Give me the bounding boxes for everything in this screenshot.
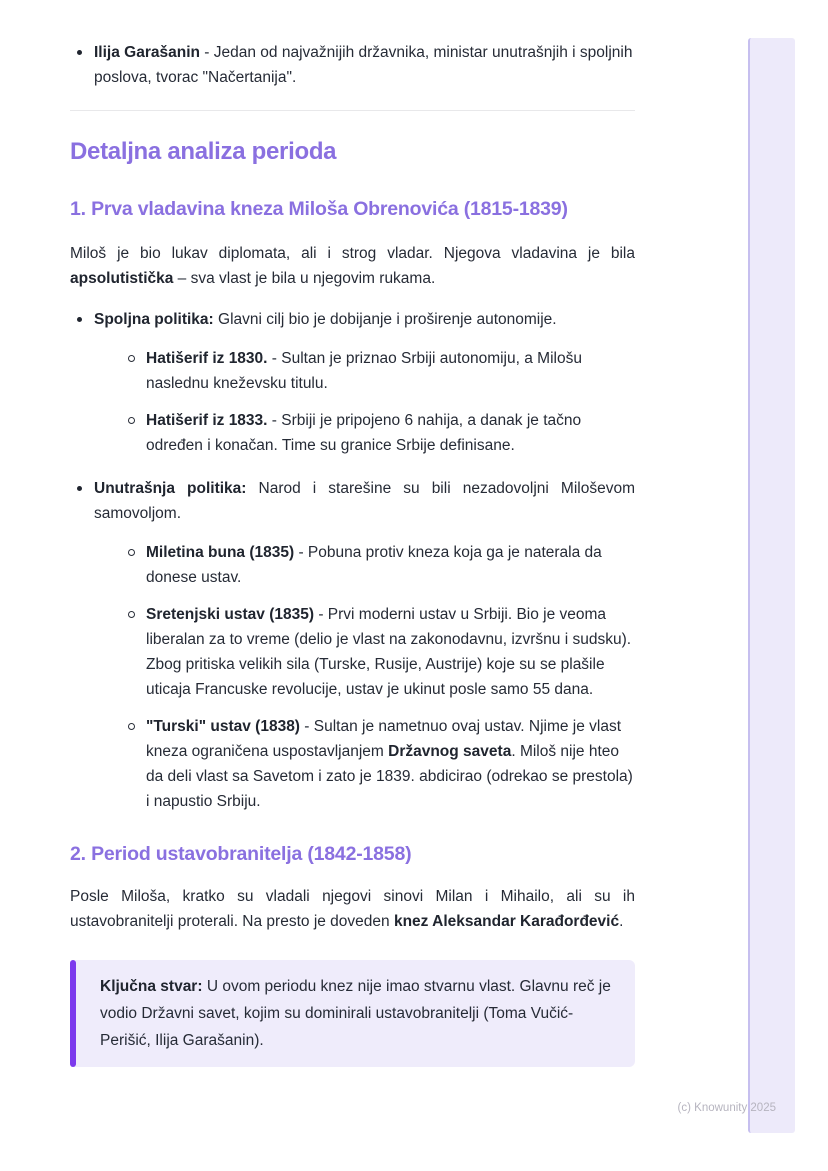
domestic-policy-sublist	[94, 540, 635, 814]
page-title: Detaljna analiza perioda	[70, 138, 337, 165]
foreign-policy-sublist	[94, 346, 635, 458]
section-title-2: 2. Period ustavobranitelja (1842-1858)	[70, 843, 412, 865]
list-item-hatiserif-1833	[122, 408, 635, 458]
list-item-lead: Hatišerif iz 1830.	[146, 350, 268, 367]
list-item-bold: Državnog saveta	[388, 743, 512, 760]
bullet-icon	[77, 317, 82, 322]
paragraph-bold: apsolutistička	[70, 270, 174, 287]
bullet-icon	[77, 50, 82, 55]
circle-bullet-icon	[128, 417, 135, 424]
policy-list	[70, 307, 635, 814]
circle-bullet-icon	[128, 549, 135, 556]
callout-accent-bar	[70, 960, 76, 1067]
list-item-lead: "Turski" ustav (1838)	[146, 718, 300, 735]
list-item-text: Narod i starešine su bili nezadovoljni Miloševom samovoljom.	[94, 480, 636, 522]
paragraph-bold: knez Aleksandar Karađorđević	[393, 913, 620, 930]
paragraph-text: Posle Miloša, kratko su vladali njegovi sinovi Milan i Mihailo, ali su ih ustavobranitelji proterali. Na presto je doveden	[70, 888, 635, 930]
intro-list	[70, 0, 635, 90]
list-item-text: Glavni cilj bio je dobijanje i proširenje autonomije.	[213, 311, 557, 328]
list-item-text: - Srbiji je pripojeno 6 nahija, a danak je tačno određen i konačan. Time su granice Srbije definisane.	[146, 412, 582, 454]
paragraph-section2-intro	[70, 884, 635, 934]
list-item-hatiserif-1830	[122, 346, 635, 396]
page-edge-strip	[748, 38, 795, 1133]
paragraph-text: Miloš je bio lukav diplomata, ali i strog vladar. Njegova vladavina je bila	[70, 245, 635, 262]
list-item-lead: Sretenjski ustav (1835)	[146, 606, 315, 623]
callout-lead: Ključna stvar:	[100, 978, 203, 995]
content-area	[70, 0, 635, 1067]
key-fact-callout	[70, 960, 635, 1067]
list-item-foreign-policy	[70, 307, 635, 458]
paragraph-section1-intro	[70, 241, 635, 291]
list-item-lead: Spoljna politika:	[94, 311, 214, 328]
list-item-text: . Miloš nije hteo da deli vlast sa Savetom i zato je 1839. abdicirao (odrekao se prestola) i napustio Srbiju.	[146, 743, 633, 810]
list-item-text: - Jedan od najvažnijih državnika, ministar unutrašnjih i spoljnih poslova, tvorac "Načertanija".	[94, 44, 633, 86]
copyright-text: (c) Knowunity 2025	[677, 1102, 776, 1114]
callout-text: U ovom periodu knez nije imao stvarnu vlast. Glavnu reč je vodio Državni savet, kojim su dominirali ustavobranitelji (Toma Vučić-Perišić, Ilija Garašanin).	[100, 978, 611, 1049]
list-item-lead: Hatišerif iz 1833.	[146, 412, 268, 429]
list-item-text: - Sultan je nametnuo ovaj ustav. Njime je vlast kneza ograničena uspostavljanjem	[146, 718, 622, 760]
list-item-turski-ustav	[122, 714, 635, 814]
list-item-lead: Unutrašnja politika:	[94, 480, 247, 497]
list-item-lead: Miletina buna (1835)	[146, 544, 295, 561]
section-divider	[70, 110, 635, 111]
section-title-1: 1. Prva vladavina kneza Miloša Obrenovića (1815-1839)	[70, 198, 568, 220]
circle-bullet-icon	[128, 355, 135, 362]
list-item-sretenjski-ustav	[122, 602, 635, 702]
list-item-text: - Pobuna protiv kneza koja ga je naterala da donese ustav.	[146, 544, 602, 586]
circle-bullet-icon	[128, 723, 135, 730]
list-item	[70, 40, 635, 90]
list-item-text: - Sultan je priznao Srbiji autonomiju, a Milošu naslednu kneževsku titulu.	[146, 350, 582, 392]
list-item-lead: Ilija Garašanin	[94, 44, 200, 61]
bullet-icon	[77, 486, 82, 491]
list-item-domestic-policy	[70, 476, 635, 814]
circle-bullet-icon	[128, 611, 135, 618]
list-item-text: - Prvi moderni ustav u Srbiji. Bio je veoma liberalan za to vreme (delio je vlast na zakonodavnu, izvršnu i sudsku). Zbog pritiska velikih sila (Turske, Rusije, Austrije) koje su se plašile uticaja Francuske revolucije, ustav je ukinut posle samo 55 dana.	[146, 606, 632, 698]
callout-paragraph	[100, 973, 611, 1054]
paragraph-text: – sva vlast je bila u njegovim rukama.	[173, 270, 436, 287]
list-item-miletina-buna	[122, 540, 635, 590]
paragraph-text: .	[619, 913, 624, 930]
